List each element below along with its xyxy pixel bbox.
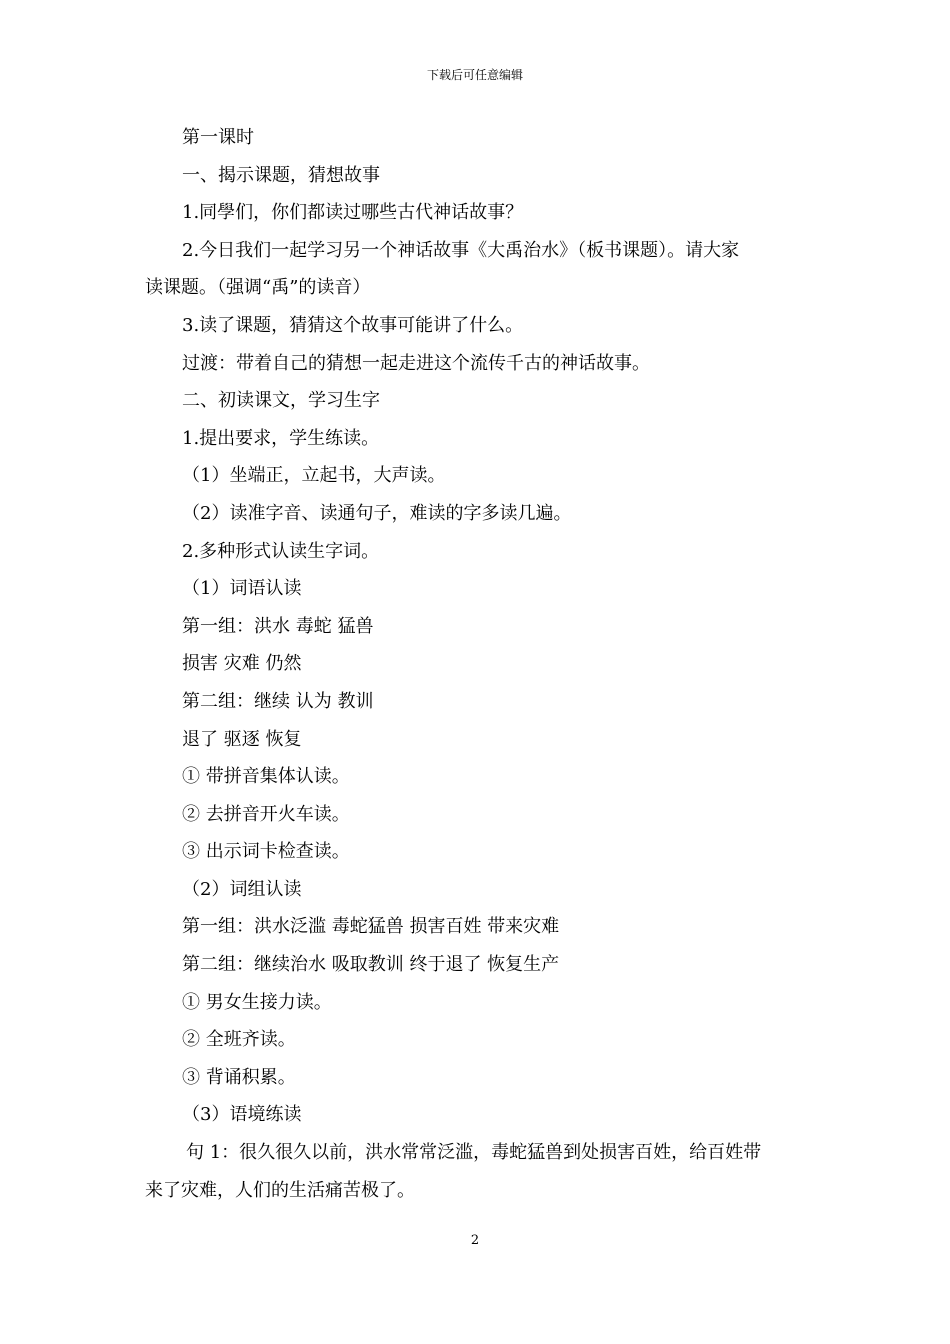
heading-part-one: 一、揭示课题，猜想故事	[182, 164, 380, 186]
text-line: 2.多种形式认读生字词。	[182, 540, 380, 562]
list-item: ① 带拼音集体认读。	[182, 766, 350, 788]
text-line: 1.提出要求，学生练读。	[182, 427, 380, 449]
word-group-line: 第一组：洪水 毒蛇 猛兽	[182, 615, 374, 637]
list-item: （1）词语认读	[182, 578, 302, 600]
text-line: 1.同學们，你们都读过哪些古代神话故事？	[182, 202, 524, 224]
paragraph-line: 2.今日我们一起学习另一个神话故事《大禹治水》（板书课题）。请大家	[182, 239, 740, 261]
word-group-line: 第二组：继续 认为 教训	[182, 690, 374, 712]
list-item: ① 男女生接力读。	[182, 991, 332, 1013]
page-header: 下载后可任意编辑	[426, 68, 523, 82]
page-number: 2	[470, 1233, 480, 1248]
list-item: ② 去拼音开火车读。	[182, 803, 350, 825]
phrase-group-line: 第二组：继续治水 吸取教训 终于退了 恢复生产	[182, 954, 560, 976]
list-item: （3）语境练读	[182, 1104, 302, 1126]
list-item: （2）词组认读	[182, 878, 302, 900]
document-body	[145, 125, 810, 1215]
phrase-group-line: 第一组：洪水泛滥 毒蛇猛兽 损害百姓 带来灾难	[182, 916, 560, 938]
paragraph-line: 来了灾难，人们的生活痛苦极了。	[145, 1179, 415, 1201]
paragraph-line: 读课题。（强调“禹”的读音）	[145, 277, 371, 299]
section-title: 第一课时	[182, 127, 254, 148]
paragraph-sentence-one	[145, 1140, 810, 1215]
paragraph-lesson-intro	[145, 238, 810, 313]
word-group-line: 退了 驱逐 恢复	[182, 728, 302, 750]
paragraph-line: 句 1：很久很久以前，洪水常常泛滥，毒蛇猛兽到处损害百姓，给百姓带	[186, 1142, 762, 1164]
list-item: （2）读准字音、读通句子，难读的字多读几遍。	[182, 502, 572, 524]
list-item: ② 全班齐读。	[182, 1029, 296, 1051]
text-line: 3.读了课题，猜猜这个故事可能讲了什么。	[182, 314, 524, 336]
heading-part-two: 二、初读课文，学习生字	[182, 390, 380, 412]
list-item: ③ 出示词卡检查读。	[182, 841, 350, 863]
list-item: ③ 背诵积累。	[182, 1066, 296, 1088]
list-item: （1）坐端正，立起书，大声读。	[182, 465, 446, 487]
transition-line: 过渡：带着自己的猜想一起走进这个流传千古的神话故事。	[182, 352, 650, 374]
word-group-line: 损害 灾难 仍然	[182, 653, 302, 675]
